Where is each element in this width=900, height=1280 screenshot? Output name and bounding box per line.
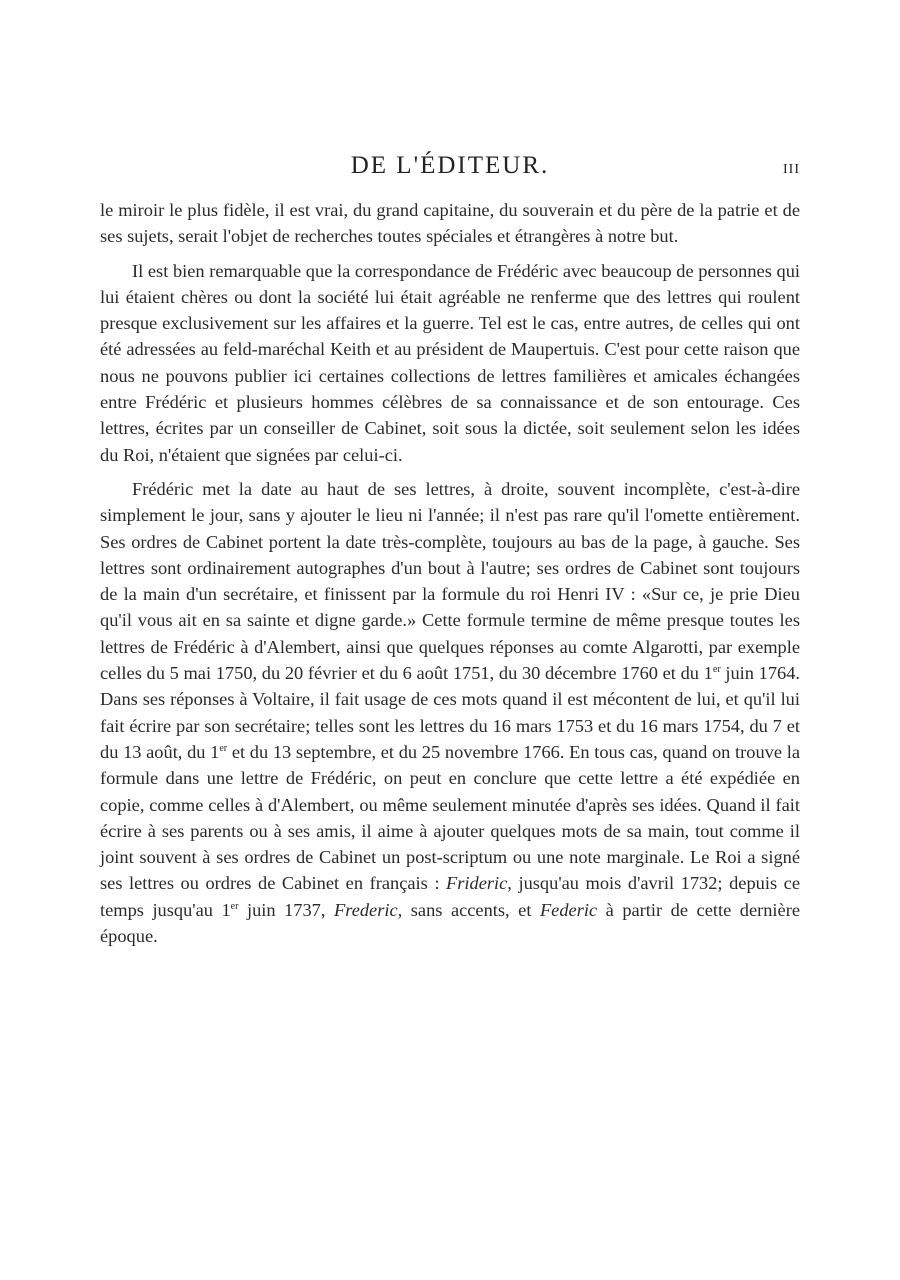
- paragraph-1: le miroir le plus fidèle, il est vrai, du grand capitaine, du souverain et du père de la patrie et de ses sujets, serait l'objet de recherches toutes spéciales et étrangères à notre but.: [100, 200, 800, 247]
- paragraph-3-text: à partir de cette dernière époque.: [100, 899, 800, 947]
- paragraph-3: [100, 476, 800, 949]
- running-head: [100, 152, 800, 188]
- paragraph-3-text: juin 1764. Dans ses réponses à Voltaire, il fait usage de ces mots quand il est mécontent de lui, et qu'il lui fait écrire par son secrétaire; telles sont les lettres du 16 mars 1753 et du 16 mars 1754, du 7 et du 13 août, du 1: [100, 663, 801, 762]
- signature-form: Federic: [539, 899, 598, 920]
- ordinal-superscript: er: [230, 900, 239, 912]
- paragraph-3-text: et du 13 septembre, et du 25 novembre 1766. En tous cas, quand on trouve la formule dans une lettre de Frédéric, on peut en conclure que cette lettre a été expédiée en copie, comme celles à d'Alembert, ou même seulement minutée d'après ses idées. Quand il fait écrire à ses parents ou à ses amis, il aime à ajouter quelques mots de sa main, tout comme il joint souvent à ses ordres de Cabinet un post-scriptum ou une note marginale. Le Roi a signé ses lettres ou ordres de Cabinet en français :: [100, 741, 800, 894]
- signature-form: Frideric,: [446, 873, 512, 894]
- signature-form: Frederic,: [333, 899, 403, 920]
- ordinal-superscript: er: [219, 742, 228, 754]
- body-text: [100, 197, 800, 949]
- ordinal-superscript: er: [712, 664, 721, 676]
- paragraph-3-text: sans accents, et: [402, 899, 540, 920]
- running-title: DE L'ÉDITEUR.: [350, 152, 550, 179]
- paragraph-2: Il est bien remarquable que la correspondance de Frédéric avec beaucoup de personnes qui lui étaient chères ou dont la société lui était agréable ne renferme que des lettres qui roulent presque exclusivement sur les affaires et la guerre. Tel est le cas, entre autres, de celles qui ont été adressées au feld-maréchal Keith et au président de Maupertuis. C'est pour cette raison que nous ne pouvons publier ici certaines collections de lettres familières et amicales échangées entre Frédéric et plusieurs hommes célèbres de sa connaissance et de son entourage. Ces lettres, écrites par un conseiller de Cabinet, soit sous la dictée, soit seulement selon les idées du Roi, n'étaient que signées par celui-ci.: [100, 260, 800, 465]
- paragraph-3-text: Frédéric met la date au haut de ses lettres, à droite, souvent incomplète, c'est-à-dire simplement le jour, sans y ajouter le lieu ni l'année; il n'est pas rare qu'il l'omette entièrement. Ses ordres de Cabinet portent la date très-complète, toujours au bas de la page, à gauche. Ses lettres sont ordinairement autographes d'un bout à l'autre; ses ordres de Cabinet sont toujours de la main d'un secrétaire, et finissent par la formule du roi Henri IV : «Sur ce, je prie Dieu qu'il vous ait en sa sainte et digne garde.» Cette formule termine de même presque toutes les lettres de Frédéric à d'Alembert, ainsi que quelques réponses au comte Algarotti, par exemple celles du 5 mai 1750, du 20 février et du 6 août 1751, du 30 décembre 1760 et du 1: [100, 478, 800, 684]
- page-number: III: [783, 162, 800, 177]
- paragraph-3-text: juin 1737,: [238, 899, 334, 920]
- paragraph-3-text: jusqu'au mois d'avril 1732; depuis ce temps jusqu'au 1: [100, 873, 800, 920]
